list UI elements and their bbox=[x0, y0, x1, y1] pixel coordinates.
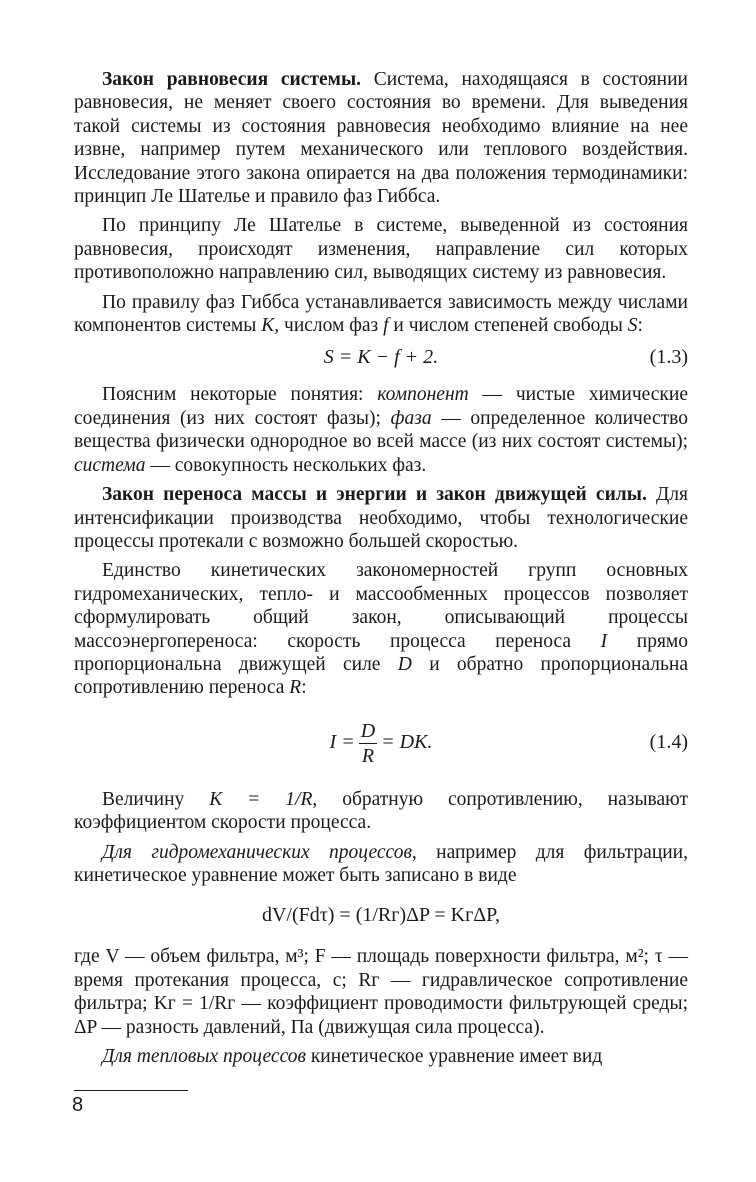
equation-rhs: = DK. bbox=[381, 730, 433, 753]
text: — определенное количество вещества физически однородное во всей массе (из них состоят системы); bbox=[74, 407, 688, 453]
term-component: компонент bbox=[377, 384, 469, 406]
term-thermal: Для тепловых процессов bbox=[102, 1046, 306, 1067]
page-number: 8 bbox=[72, 1094, 84, 1116]
heading-mass-transfer-law: Закон переноса массы и энергии и закон движущей силы. bbox=[102, 484, 647, 506]
paragraph-hydromechanical bbox=[74, 841, 688, 888]
paragraph-gibbs-rule bbox=[74, 291, 688, 338]
text: , например для фильтрации, кинетическое уравнение может быть записано в виде bbox=[74, 841, 688, 886]
text: и обратно пропорциональна сопротивлению переноса bbox=[74, 653, 688, 699]
heading-equilibrium-law: Закон равновесия системы. bbox=[102, 69, 362, 90]
inline-formula: K = 1/R bbox=[209, 788, 313, 810]
text: — чистые химические соединения (из них состоят фазы); bbox=[74, 384, 688, 429]
text: : bbox=[637, 315, 643, 337]
var-s: S bbox=[627, 315, 638, 337]
var-f: f bbox=[383, 315, 389, 337]
equation-number: (1.4) bbox=[649, 730, 688, 753]
text: Величину bbox=[102, 788, 210, 810]
text: и числом степеней свободы bbox=[388, 315, 628, 337]
text: По правилу фаз Гиббса устанавливается зависимость между числами компонентов системы bbox=[74, 291, 688, 337]
equation-1-4 bbox=[74, 712, 688, 772]
text: Поясним некоторые понятия: bbox=[102, 384, 378, 406]
equation-lhs: I = bbox=[329, 730, 355, 753]
paragraph-mass-transfer-law bbox=[74, 483, 688, 553]
term-phase: фаза bbox=[390, 407, 432, 429]
text: Единство кинетических закономерностей групп основных гидромеханических, тепло- и массообменных процессов позволяет сформулировать общий закон, описывающий процессы массоэнергопереноса: скорость процесса переноса bbox=[74, 560, 688, 652]
var-k: K bbox=[261, 315, 275, 337]
paragraph-kinetics-unity bbox=[74, 559, 688, 699]
var-i: I bbox=[600, 630, 608, 652]
var-d: D bbox=[397, 653, 412, 675]
term-system: система bbox=[74, 454, 146, 476]
text: : bbox=[301, 677, 307, 699]
equation-filtration bbox=[74, 903, 688, 927]
var-r: R bbox=[289, 677, 302, 699]
paragraph-where: где V — объем фильтра, м³; F — площадь поверхности фильтра, м²; τ — время протекания процесса, с; Rг — гидравлическое сопротивление фильтра; Kг = 1/Rг — коэффициент проводимости фильтрующей среды; ΔP — разность давлений, Па (движущая сила процесса). bbox=[74, 946, 688, 1038]
paragraph-le-chatelier: По принципу Ле Шателье в системе, выведенной из состояния равновесия, происходят изменения, направление сил которых противоположно направлению сил, выводящих систему из равновесия. bbox=[74, 215, 688, 284]
equation-1-3 bbox=[74, 345, 688, 369]
fraction-numerator: D bbox=[360, 719, 376, 742]
text: , обратную сопротивлению, называют коэффициентом скорости процесса. bbox=[74, 788, 688, 834]
paragraph-rate-coefficient bbox=[74, 788, 688, 835]
fraction-denominator: R bbox=[361, 744, 375, 767]
text: , числом фаз bbox=[274, 315, 384, 337]
footer-rule bbox=[74, 1090, 188, 1091]
text: Для интенсификации производства необходимо, чтобы технологические процессы протекали с возможно большей скоростью. bbox=[74, 484, 688, 552]
equation-formula bbox=[74, 712, 688, 772]
equation-formula: S = K − f + 2. bbox=[323, 346, 439, 369]
equation-number: (1.3) bbox=[649, 346, 688, 369]
page-body bbox=[74, 68, 688, 1074]
fraction bbox=[359, 719, 377, 768]
text: — совокупность нескольких фаз. bbox=[145, 454, 427, 476]
text: кинетическое уравнение имеет вид bbox=[305, 1046, 603, 1067]
text: прямо пропорциональна движущей силе bbox=[74, 630, 689, 675]
paragraph-equilibrium-law bbox=[74, 68, 688, 208]
paragraph-thermal bbox=[74, 1045, 688, 1068]
paragraph-definitions bbox=[74, 383, 688, 477]
equation-formula: dV/(Fdτ) = (1/Rг)ΔP = KгΔP, bbox=[261, 904, 501, 927]
term-hydromechanical: Для гидромеханических процессов bbox=[102, 841, 412, 863]
text: Система, находящаяся в состоянии равновесия, не меняет своего состояния во времени. Для выведения такой системы из состояния равновесия необходимо влияние на нее извне, например путем механического или теплового воздействия. Исследование этого закона опирается на два положения термодинамики: принцип Ле Шателье и правило фаз Гиббса. bbox=[74, 69, 688, 208]
